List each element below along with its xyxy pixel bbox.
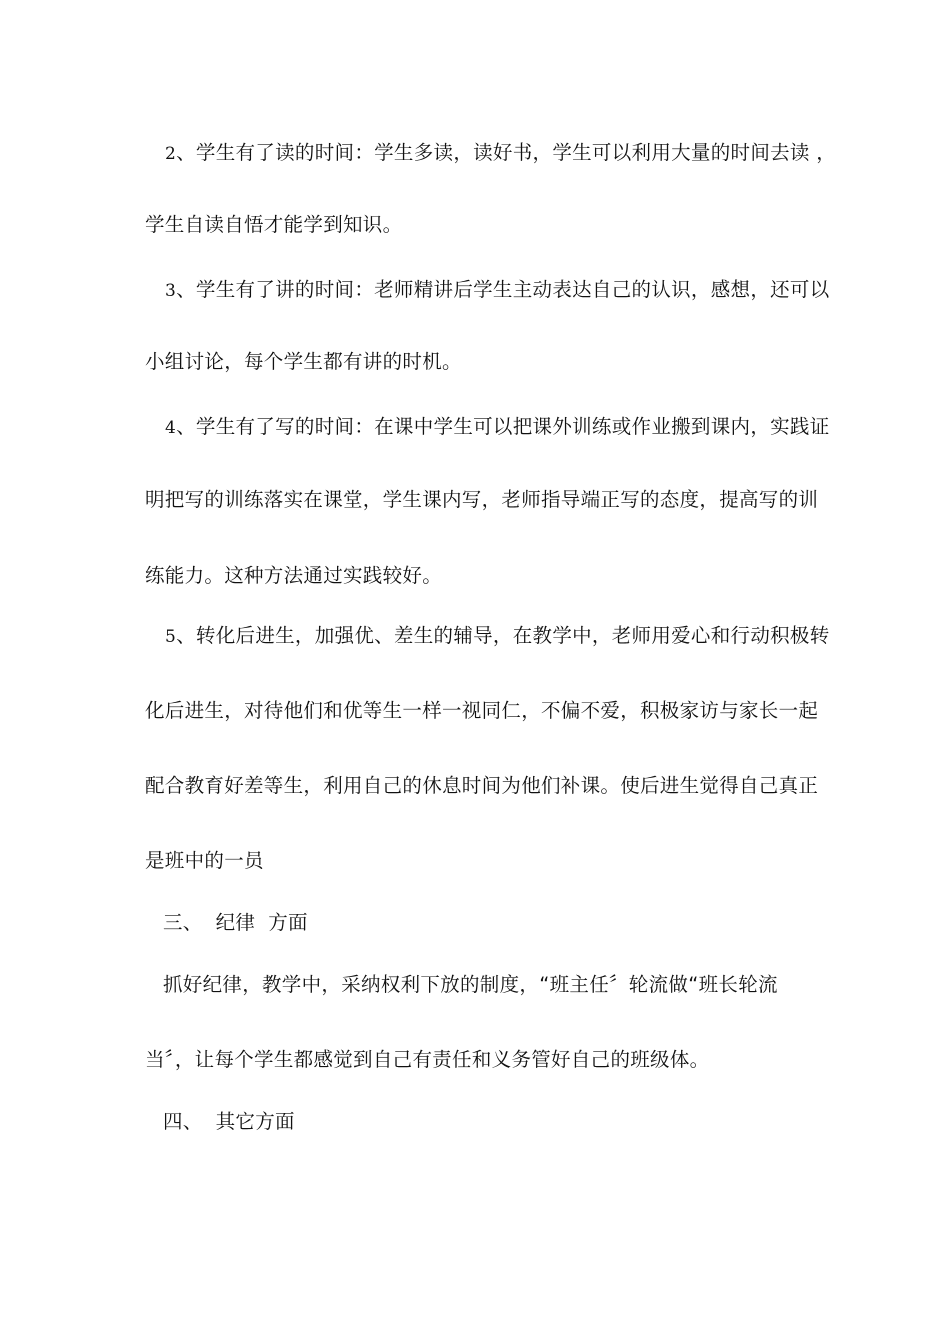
- paragraph-4-line-3: 练能力。这种方法通过实践较好。: [145, 564, 443, 587]
- paragraph-5-line-4: 是班中的一员: [145, 849, 264, 872]
- paragraph-4-line-1: [165, 413, 835, 442]
- paragraph-3-line-2: 小组讨论，每个学生都有讲的时机。: [145, 350, 462, 373]
- paragraph-5-line-2: 化后进生，对待他们和优等生一样一视同仁，不偏不爱，积极家访与家长一起: [145, 699, 819, 722]
- item-number: 5: [165, 627, 177, 647]
- line-text: 、学生有了讲的时间：老师精讲后学生主动表达自己的认识，感想，还可以: [176, 278, 830, 301]
- line-text: 、学生有了写的时间：在课中学生可以把课外训练或作业搬到课内，实践证: [176, 415, 830, 438]
- section-heading-other: 四、 其它方面: [163, 1110, 295, 1133]
- paragraph-2-line-1: [165, 139, 835, 168]
- item-number: 4: [165, 418, 177, 438]
- paragraph-2-line-2: 学生自读自悟才能学到知识。: [145, 213, 403, 236]
- item-number: 2: [165, 144, 177, 164]
- paragraph-3-line-1: [165, 276, 835, 305]
- section-heading-discipline: 三、 纪律 方面: [163, 911, 308, 934]
- line-text: 、转化后进生，加强优、差生的辅导，在教学中，老师用爱心和行动积极转: [176, 624, 830, 647]
- paragraph-4-line-2: 明把写的训练落实在课堂，学生课内写，老师指导端正写的态度，提高写的训: [145, 488, 819, 511]
- item-number: 3: [165, 281, 177, 301]
- line-text: 、学生有了读的时间：学生多读，读好书，学生可以利用大量的时间去读 ，: [176, 141, 837, 164]
- paragraph-5-line-3: 配合教育好差等生，利用自己的休息时间为他们补课。使后进生觉得自己真正: [145, 774, 819, 797]
- paragraph-discipline-line-1: 抓好纪律，教学中，采纳权利下放的制度，“班主任〞轮流做“班长轮流: [163, 973, 778, 996]
- paragraph-discipline-line-2: 当〞，让每个学生都感觉到自己有责任和义务管好自己的班级体。: [145, 1048, 710, 1071]
- paragraph-5-line-1: [165, 622, 835, 651]
